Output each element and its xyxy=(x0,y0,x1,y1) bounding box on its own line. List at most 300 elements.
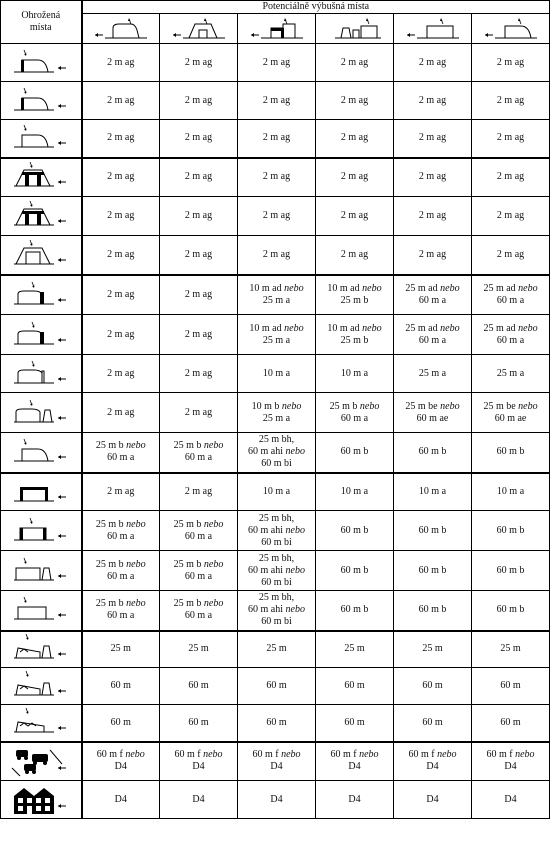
distance-line: 2 m ag xyxy=(107,56,135,68)
table-row xyxy=(1,275,550,315)
distance-line: 2 m ag xyxy=(107,171,135,183)
exposed-site-cell xyxy=(1,393,82,433)
distance-cell xyxy=(472,82,550,120)
distance-line: 60 m f nebo xyxy=(486,749,535,761)
distance-cell xyxy=(160,82,238,120)
distance-cell xyxy=(238,473,316,511)
distance-line: 2 m ag xyxy=(340,210,369,221)
distance-cell xyxy=(238,315,316,355)
distance-cell xyxy=(160,668,238,705)
distance-cell xyxy=(316,315,394,355)
distance-cell xyxy=(316,120,394,158)
distance-line: 60 m a xyxy=(184,570,213,582)
distance-line: 60 m f nebo xyxy=(330,749,379,761)
open-front-building-icon xyxy=(160,16,237,42)
distance-cell xyxy=(238,236,316,275)
distance-line: 60 m xyxy=(110,716,131,728)
distance-line: 2 m ag xyxy=(184,94,213,106)
distance-line: 25 m b nebo xyxy=(173,598,224,610)
distance-line: 60 m xyxy=(188,680,209,691)
distance-line: 25 m bh, xyxy=(258,512,295,524)
distance-line: 25 m xyxy=(500,643,521,655)
distance-line: 2 m ag xyxy=(107,328,135,340)
framed-wall-building-icon xyxy=(1,516,81,546)
distance-line: 60 m f nebo xyxy=(408,749,457,761)
distance-line: 60 m b xyxy=(340,604,369,616)
distance-line: 10 m a xyxy=(262,367,291,379)
distance-line: 10 m b nebo xyxy=(251,400,302,412)
distance-line: 2 m ag xyxy=(496,132,525,144)
distance-cell xyxy=(82,551,160,591)
distance-line: 2 m ag xyxy=(418,94,447,106)
distance-line: 2 m ag xyxy=(107,248,135,260)
distance-line: 25 m ad nebo xyxy=(405,282,460,294)
distance-cell xyxy=(316,236,394,275)
distance-cell xyxy=(472,355,550,393)
rounded-thin-wall-building-icon xyxy=(1,359,81,389)
distance-cell xyxy=(160,158,238,197)
distance-line: 10 m a xyxy=(262,485,291,497)
distance-line: 10 m a xyxy=(340,367,369,379)
distance-cell xyxy=(160,120,238,158)
distance-line: 60 m bi xyxy=(261,458,292,470)
distance-line: 2 m ag xyxy=(262,210,291,221)
distance-line: 2 m ag xyxy=(340,132,369,144)
distance-cell xyxy=(82,511,160,551)
distance-cell xyxy=(394,355,472,393)
distance-line: 10 m a xyxy=(418,485,447,497)
exposed-site-cell xyxy=(1,433,82,473)
small-building-icon xyxy=(316,16,393,42)
distance-cell xyxy=(82,433,160,473)
exposed-site-cell xyxy=(1,511,82,551)
distance-line: 60 m xyxy=(266,680,287,691)
distance-line: D4 xyxy=(192,793,205,805)
distance-line: 2 m ag xyxy=(418,56,447,68)
distance-cell xyxy=(394,473,472,511)
distance-line: 60 m ahi nebo xyxy=(248,446,305,458)
distance-line: 25 m a xyxy=(262,294,291,306)
distance-line: 60 m ae xyxy=(416,412,449,424)
distance-cell xyxy=(394,82,472,120)
distance-cell xyxy=(316,781,394,819)
distance-cell xyxy=(472,393,550,433)
distance-line: 25 m be nebo xyxy=(405,400,460,412)
exposed-sites-label-line2: místa xyxy=(29,22,52,33)
distance-cell xyxy=(82,591,160,631)
distance-line: 60 m ahi nebo xyxy=(248,524,305,536)
exposed-site-cell xyxy=(1,631,82,668)
distance-line: 60 m b xyxy=(418,446,447,458)
barricade-rounded-building-icon xyxy=(1,48,81,78)
source-site-2 xyxy=(160,14,238,44)
distance-cell xyxy=(238,591,316,631)
distance-line: 60 m b xyxy=(418,564,447,576)
distance-cell xyxy=(472,705,550,742)
distance-cell xyxy=(472,631,550,668)
distance-line: D4 xyxy=(348,761,361,773)
distance-cell xyxy=(316,82,394,120)
distance-line: 25 m bh, xyxy=(258,552,295,564)
distance-cell xyxy=(394,705,472,742)
open-stack-barricade-icon xyxy=(1,671,81,701)
distance-line: 60 m xyxy=(344,716,365,728)
distance-line: 25 m b nebo xyxy=(95,558,146,570)
distance-cell xyxy=(160,433,238,473)
distance-line: 60 m bi xyxy=(261,536,292,548)
distance-cell xyxy=(316,197,394,236)
distance-cell xyxy=(472,120,550,158)
distance-line: 2 m ag xyxy=(184,56,213,68)
distance-line: 2 m ag xyxy=(496,94,525,106)
distance-line: 25 m b xyxy=(340,334,369,346)
distance-cell xyxy=(316,631,394,668)
table-row xyxy=(1,511,550,551)
distance-line: 25 m a xyxy=(496,367,525,379)
table-row xyxy=(1,82,550,120)
table-row xyxy=(1,433,550,473)
distance-line: 60 m b xyxy=(340,564,369,576)
distance-line: 60 m xyxy=(188,716,209,728)
distance-cell xyxy=(472,197,550,236)
table-row xyxy=(1,631,550,668)
exposed-site-cell xyxy=(1,705,82,742)
table-row xyxy=(1,705,550,742)
distance-line: D4 xyxy=(270,761,283,773)
distance-line: 2 m ag xyxy=(184,132,213,144)
distance-cell xyxy=(394,742,472,781)
exposed-site-cell xyxy=(1,275,82,315)
distance-cell xyxy=(160,197,238,236)
distance-line: 60 m a xyxy=(184,530,213,542)
distance-cell xyxy=(238,668,316,705)
exposed-site-cell xyxy=(1,120,82,158)
distance-line: 60 m ae xyxy=(494,412,527,424)
exposed-sites-label-line1: Ohrožená xyxy=(21,10,61,21)
distance-line: 2 m ag xyxy=(184,406,213,418)
distance-cell xyxy=(160,705,238,742)
distance-line: 25 m xyxy=(110,643,131,655)
rounded-wall-building-icon xyxy=(1,280,81,310)
mounded-magazine-light-icon xyxy=(1,240,81,270)
distance-line: 2 m ag xyxy=(184,485,213,497)
distance-cell xyxy=(316,355,394,393)
distance-line: 2 m ag xyxy=(418,171,447,183)
distance-cell xyxy=(316,158,394,197)
distance-line: 2 m ag xyxy=(107,406,135,418)
distance-cell xyxy=(82,236,160,275)
distance-line: 2 m ag xyxy=(184,171,213,183)
distance-line: 2 m ag xyxy=(184,367,213,379)
distance-cell xyxy=(238,158,316,197)
distance-cell xyxy=(394,236,472,275)
distance-cell xyxy=(160,591,238,631)
distance-cell xyxy=(82,473,160,511)
distance-line: 60 m f nebo xyxy=(252,749,301,761)
distance-line: 25 m b nebo xyxy=(329,400,380,412)
distance-line: 2 m ag xyxy=(496,248,525,260)
distance-line: 60 m xyxy=(500,716,521,728)
exposed-site-cell xyxy=(1,473,82,511)
distance-line: 2 m ag xyxy=(418,132,447,144)
distance-line: 2 m ag xyxy=(107,288,135,300)
open-stack-icon xyxy=(1,708,81,738)
distance-cell xyxy=(316,511,394,551)
table-row xyxy=(1,591,550,631)
distance-cell xyxy=(394,393,472,433)
distance-cell xyxy=(82,197,160,236)
exposed-sites-header xyxy=(1,1,82,44)
distance-line: 60 m a xyxy=(107,570,135,582)
distance-cell xyxy=(472,668,550,705)
flat-building-icon xyxy=(1,595,81,625)
distance-line: 10 m ad nebo xyxy=(249,322,304,334)
distance-cell xyxy=(394,631,472,668)
distance-line: 25 m b nebo xyxy=(173,440,224,452)
exposed-site-cell xyxy=(1,668,82,705)
table-row xyxy=(1,197,550,236)
table-row xyxy=(1,158,550,197)
distance-cell xyxy=(316,551,394,591)
rounded-wall-building-icon xyxy=(1,320,81,350)
distance-line: D4 xyxy=(348,793,361,805)
distance-cell xyxy=(394,781,472,819)
inhabited-building-icon xyxy=(1,784,81,816)
distance-cell xyxy=(472,44,550,82)
distance-cell xyxy=(82,315,160,355)
distance-cell xyxy=(238,781,316,819)
distance-line: 60 m a xyxy=(107,530,135,542)
distance-line: 25 m xyxy=(344,643,365,655)
exposed-site-cell xyxy=(1,82,82,120)
distance-cell xyxy=(394,668,472,705)
distance-line: 60 m a xyxy=(107,610,135,622)
distance-cell xyxy=(316,705,394,742)
distance-line: 60 m a xyxy=(340,412,369,424)
exposed-site-cell xyxy=(1,355,82,393)
distance-cell xyxy=(238,551,316,591)
distance-line: 2 m ag xyxy=(184,248,213,260)
distance-line: 60 m xyxy=(422,680,443,691)
distance-cell xyxy=(238,44,316,82)
distance-cell xyxy=(316,591,394,631)
vehicles-icon xyxy=(1,744,81,778)
distance-line: 60 m b xyxy=(496,446,525,458)
distance-cell xyxy=(82,393,160,433)
distance-line: 2 m ag xyxy=(107,485,135,497)
distance-cell xyxy=(82,275,160,315)
distance-line: 25 m ad nebo xyxy=(405,322,460,334)
distance-line: 2 m ag xyxy=(418,210,447,221)
distance-line: 25 m b nebo xyxy=(95,440,146,452)
source-site-5 xyxy=(394,14,472,44)
rounded-building-icon xyxy=(83,16,160,42)
distance-cell xyxy=(82,44,160,82)
distance-line: 60 m b xyxy=(340,446,369,458)
distance-cell xyxy=(238,433,316,473)
mounded-magazine-icon xyxy=(1,162,81,192)
distance-line: 25 m xyxy=(266,643,287,655)
exposed-site-cell xyxy=(1,551,82,591)
distance-cell xyxy=(472,433,550,473)
distance-line: 60 m bi xyxy=(261,576,292,588)
table-row xyxy=(1,120,550,158)
table-row xyxy=(1,551,550,591)
distance-cell xyxy=(394,275,472,315)
distance-cell xyxy=(82,355,160,393)
distance-cell xyxy=(472,315,550,355)
distance-cell xyxy=(316,433,394,473)
open-stack-barricade-icon xyxy=(1,634,81,664)
distance-line: 2 m ag xyxy=(107,367,135,379)
distance-cell xyxy=(394,197,472,236)
distance-cell xyxy=(82,158,160,197)
distance-line: 60 m bi xyxy=(261,616,292,628)
distance-cell xyxy=(238,197,316,236)
distance-cell xyxy=(160,473,238,511)
distance-cell xyxy=(394,158,472,197)
distance-line: 25 m b nebo xyxy=(173,518,224,530)
distance-line: 2 m ag xyxy=(107,210,135,221)
distance-cell xyxy=(472,511,550,551)
distance-cell xyxy=(238,275,316,315)
distance-line: 60 m a xyxy=(184,452,213,464)
distance-cell xyxy=(160,511,238,551)
source-site-3 xyxy=(238,14,316,44)
distance-line: 60 m f nebo xyxy=(174,749,223,761)
distance-cell xyxy=(238,120,316,158)
table-row xyxy=(1,44,550,82)
distance-cell xyxy=(160,742,238,781)
exposed-site-cell xyxy=(1,742,82,781)
distance-line: 25 m b xyxy=(340,294,369,306)
curved-building-icon xyxy=(472,16,549,42)
distance-cell xyxy=(472,236,550,275)
distance-line: 25 m ad nebo xyxy=(483,282,538,294)
heavy-frame-building-icon xyxy=(1,477,81,507)
table-row xyxy=(1,781,550,819)
distance-line: 25 m bh, xyxy=(258,434,295,446)
distance-line: D4 xyxy=(504,761,517,773)
distance-cell xyxy=(160,393,238,433)
distance-line: 60 m b xyxy=(496,564,525,576)
distance-line: 60 m b xyxy=(418,604,447,616)
distance-cell xyxy=(394,591,472,631)
distance-line: 2 m ag xyxy=(340,94,369,106)
distance-line: 2 m ag xyxy=(262,248,291,260)
distance-cell xyxy=(160,551,238,591)
source-site-6 xyxy=(472,14,550,44)
distance-line: D4 xyxy=(426,761,439,773)
distance-line: 2 m ag xyxy=(340,248,369,260)
distance-line: 2 m ag xyxy=(496,210,525,221)
flat-barricade-building-icon xyxy=(1,556,81,586)
distance-cell xyxy=(82,705,160,742)
distance-line: 25 m xyxy=(188,643,209,655)
distance-line: 10 m ad nebo xyxy=(327,322,382,334)
distance-cell xyxy=(238,393,316,433)
distance-cell xyxy=(394,511,472,551)
table-row xyxy=(1,473,550,511)
distance-line: 2 m ag xyxy=(262,132,291,144)
distance-line: 2 m ag xyxy=(496,56,525,68)
distance-line: 2 m ag xyxy=(184,288,213,300)
exposed-site-cell xyxy=(1,591,82,631)
distance-cell xyxy=(472,473,550,511)
distance-cell xyxy=(316,393,394,433)
distance-line: 25 m bh, xyxy=(258,592,295,604)
flat-building-icon xyxy=(394,16,471,42)
rounded-barricade-building-icon xyxy=(1,398,81,428)
distance-cell xyxy=(238,511,316,551)
source-site-4 xyxy=(316,14,394,44)
table-row xyxy=(1,668,550,705)
exposed-site-cell xyxy=(1,197,82,236)
mounded-magazine-icon xyxy=(1,201,81,231)
distance-line: D4 xyxy=(114,793,127,805)
distance-cell xyxy=(160,44,238,82)
distance-line: 2 m ag xyxy=(184,328,213,340)
distance-line: 60 m xyxy=(266,716,287,728)
distance-line: 2 m ag xyxy=(262,171,291,183)
rounded-building-icon xyxy=(1,437,81,467)
distance-line: 25 m be nebo xyxy=(483,400,538,412)
distance-cell xyxy=(316,473,394,511)
distance-line: 60 m xyxy=(422,716,443,728)
distance-line: 60 m a xyxy=(496,334,525,346)
distance-line: D4 xyxy=(504,793,517,805)
thick-wall-building-icon xyxy=(238,16,315,42)
distance-line: 60 m f nebo xyxy=(96,749,145,761)
distance-cell xyxy=(238,631,316,668)
distance-line: 60 m xyxy=(344,680,365,691)
distance-cell xyxy=(82,82,160,120)
distance-cell xyxy=(238,705,316,742)
distance-line: 60 m b xyxy=(418,524,447,536)
distance-cell xyxy=(82,781,160,819)
distance-line: 25 m b nebo xyxy=(173,558,224,570)
distance-line: 2 m ag xyxy=(184,210,213,221)
distance-cell xyxy=(394,433,472,473)
distance-line: 2 m ag xyxy=(340,171,369,183)
table-row xyxy=(1,236,550,275)
distance-cell xyxy=(160,631,238,668)
distance-cell xyxy=(472,551,550,591)
table-row xyxy=(1,315,550,355)
distance-cell xyxy=(394,44,472,82)
distance-cell xyxy=(316,742,394,781)
exposed-site-cell xyxy=(1,315,82,355)
distance-line: 10 m a xyxy=(496,485,525,497)
distance-cell xyxy=(160,315,238,355)
distance-line: 60 m a xyxy=(418,294,447,306)
distance-line: 25 m xyxy=(422,643,443,655)
exposed-site-cell xyxy=(1,44,82,82)
distance-line: 25 m a xyxy=(418,367,447,379)
distance-line: 60 m a xyxy=(496,294,525,306)
distance-line: D4 xyxy=(426,793,439,805)
distance-cell xyxy=(394,120,472,158)
distance-cell xyxy=(160,781,238,819)
distance-line: 60 m a xyxy=(184,610,213,622)
distance-line: 25 m a xyxy=(262,334,291,346)
distance-line: 60 m a xyxy=(418,334,447,346)
distance-line: 60 m ahi nebo xyxy=(248,564,305,576)
distance-line: 2 m ag xyxy=(340,56,369,68)
distance-cell xyxy=(316,668,394,705)
distance-line: 2 m ag xyxy=(262,94,291,106)
distance-cell xyxy=(472,781,550,819)
